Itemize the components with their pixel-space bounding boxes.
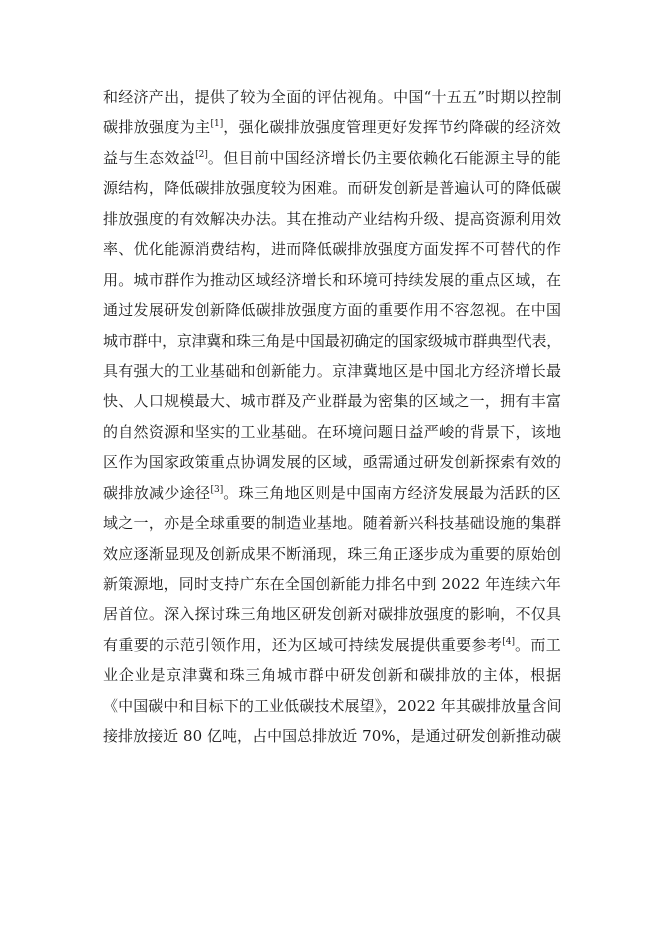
text-segment: 的自然资源和坚实的工业基础。在环境问题日益严峻的背景下，该地 xyxy=(103,422,562,441)
text-segment: 具有强大的工业基础和创新能力。京津冀地区是中国北方经济增长最 xyxy=(103,361,562,380)
text-segment: 居首位。深入探讨珠三角地区研发创新对碳排放强度的影响，不仅具 xyxy=(103,605,562,624)
text-line xyxy=(103,386,561,416)
text-line xyxy=(103,112,561,142)
text-line xyxy=(103,234,561,264)
text-segment: 碳排放减少途径 xyxy=(103,483,211,502)
text-line xyxy=(103,691,561,721)
citation-superscript: [3] xyxy=(210,484,224,495)
text-line xyxy=(103,356,561,386)
text-line xyxy=(103,478,561,508)
text-segment: 有重要的示范引领作用，还为区域可持续发展提供重要参考 xyxy=(103,635,503,654)
text-segment: 碳排放强度为主 xyxy=(103,118,211,137)
citation-superscript: [1] xyxy=(210,119,224,130)
text-segment: 效应逐渐显现及创新成果不断涌现，珠三角正逐步成为重要的原始创 xyxy=(103,544,562,563)
text-segment: 《中国碳中和目标下的工业低碳技术展望》，2022 年其碳排放量含间 xyxy=(103,696,562,715)
text-segment: ，强化碳排放强度管理更好发挥节约降碳的经济效 xyxy=(223,118,561,137)
text-segment: 率、优化能源消费结构，进而降低碳排放强度方面发挥不可替代的作 xyxy=(103,240,562,259)
text-segment: 新策源地，同时支持广东在全国创新能力排名中到 2022 年连续六年 xyxy=(103,575,561,593)
text-segment: 通过发展研发创新降低碳排放强度方面的重要作用不容忽视。在中国 xyxy=(103,301,562,320)
text-segment: 排放强度的有效解决办法。其在推动产业结构升级、提高资源利用效 xyxy=(103,209,562,228)
text-segment: 。珠三角地区则是中国南方经济发展最为活跃的区 xyxy=(223,483,561,502)
text-segment: 域之一，亦是全球重要的制造业基地。随着新兴科技基础设施的集群 xyxy=(103,514,562,533)
text-segment: 城市群中，京津冀和珠三角是中国最初确定的国家级城市群典型代表， xyxy=(103,331,561,350)
text-line xyxy=(103,539,561,569)
text-segment: 。但目前中国经济增长仍主要依赖化石能源主导的能 xyxy=(207,148,562,167)
text-line xyxy=(103,82,561,112)
text-segment: 快、人口规模最大、城市群及产业群最为密集的区域之一，拥有丰富 xyxy=(103,392,562,411)
text-segment: 区作为国家政策重点协调发展的区域，亟需通过研发创新探索有效的 xyxy=(103,453,562,472)
text-segment: 益与生态效益 xyxy=(103,148,196,167)
text-segment: 业企业是京津冀和珠三角城市群中研发创新和碳排放的主体，根据 xyxy=(103,666,562,685)
text-line xyxy=(103,447,561,477)
text-line xyxy=(103,173,561,203)
body-paragraph xyxy=(103,82,561,752)
text-line xyxy=(103,326,561,356)
text-line xyxy=(103,660,561,690)
text-line xyxy=(103,204,561,234)
text-line xyxy=(103,417,561,447)
text-line xyxy=(103,721,561,751)
text-line xyxy=(103,295,561,325)
text-line xyxy=(103,508,561,538)
citation-superscript: [4] xyxy=(502,636,515,647)
text-line xyxy=(103,599,561,629)
text-segment: 。而工 xyxy=(514,635,562,654)
text-segment: 和经济产出，提供了较为全面的评估视角。中国“十五五”时期以控制 xyxy=(103,88,562,106)
text-line xyxy=(103,143,561,173)
text-line xyxy=(103,265,561,295)
text-segment: 源结构，降低碳排放强度较为困难。而研发创新是普遍认可的降低碳 xyxy=(103,179,562,198)
text-segment: 接排放接近 80 亿吨，占中国总排放近 70%，是通过研发创新推动碳 xyxy=(103,727,561,746)
citation-superscript: [2] xyxy=(195,149,208,160)
text-line xyxy=(103,569,561,599)
text-segment: 用。城市群作为推动区域经济增长和环境可持续发展的重点区域，在 xyxy=(103,270,562,289)
text-line xyxy=(103,630,561,660)
